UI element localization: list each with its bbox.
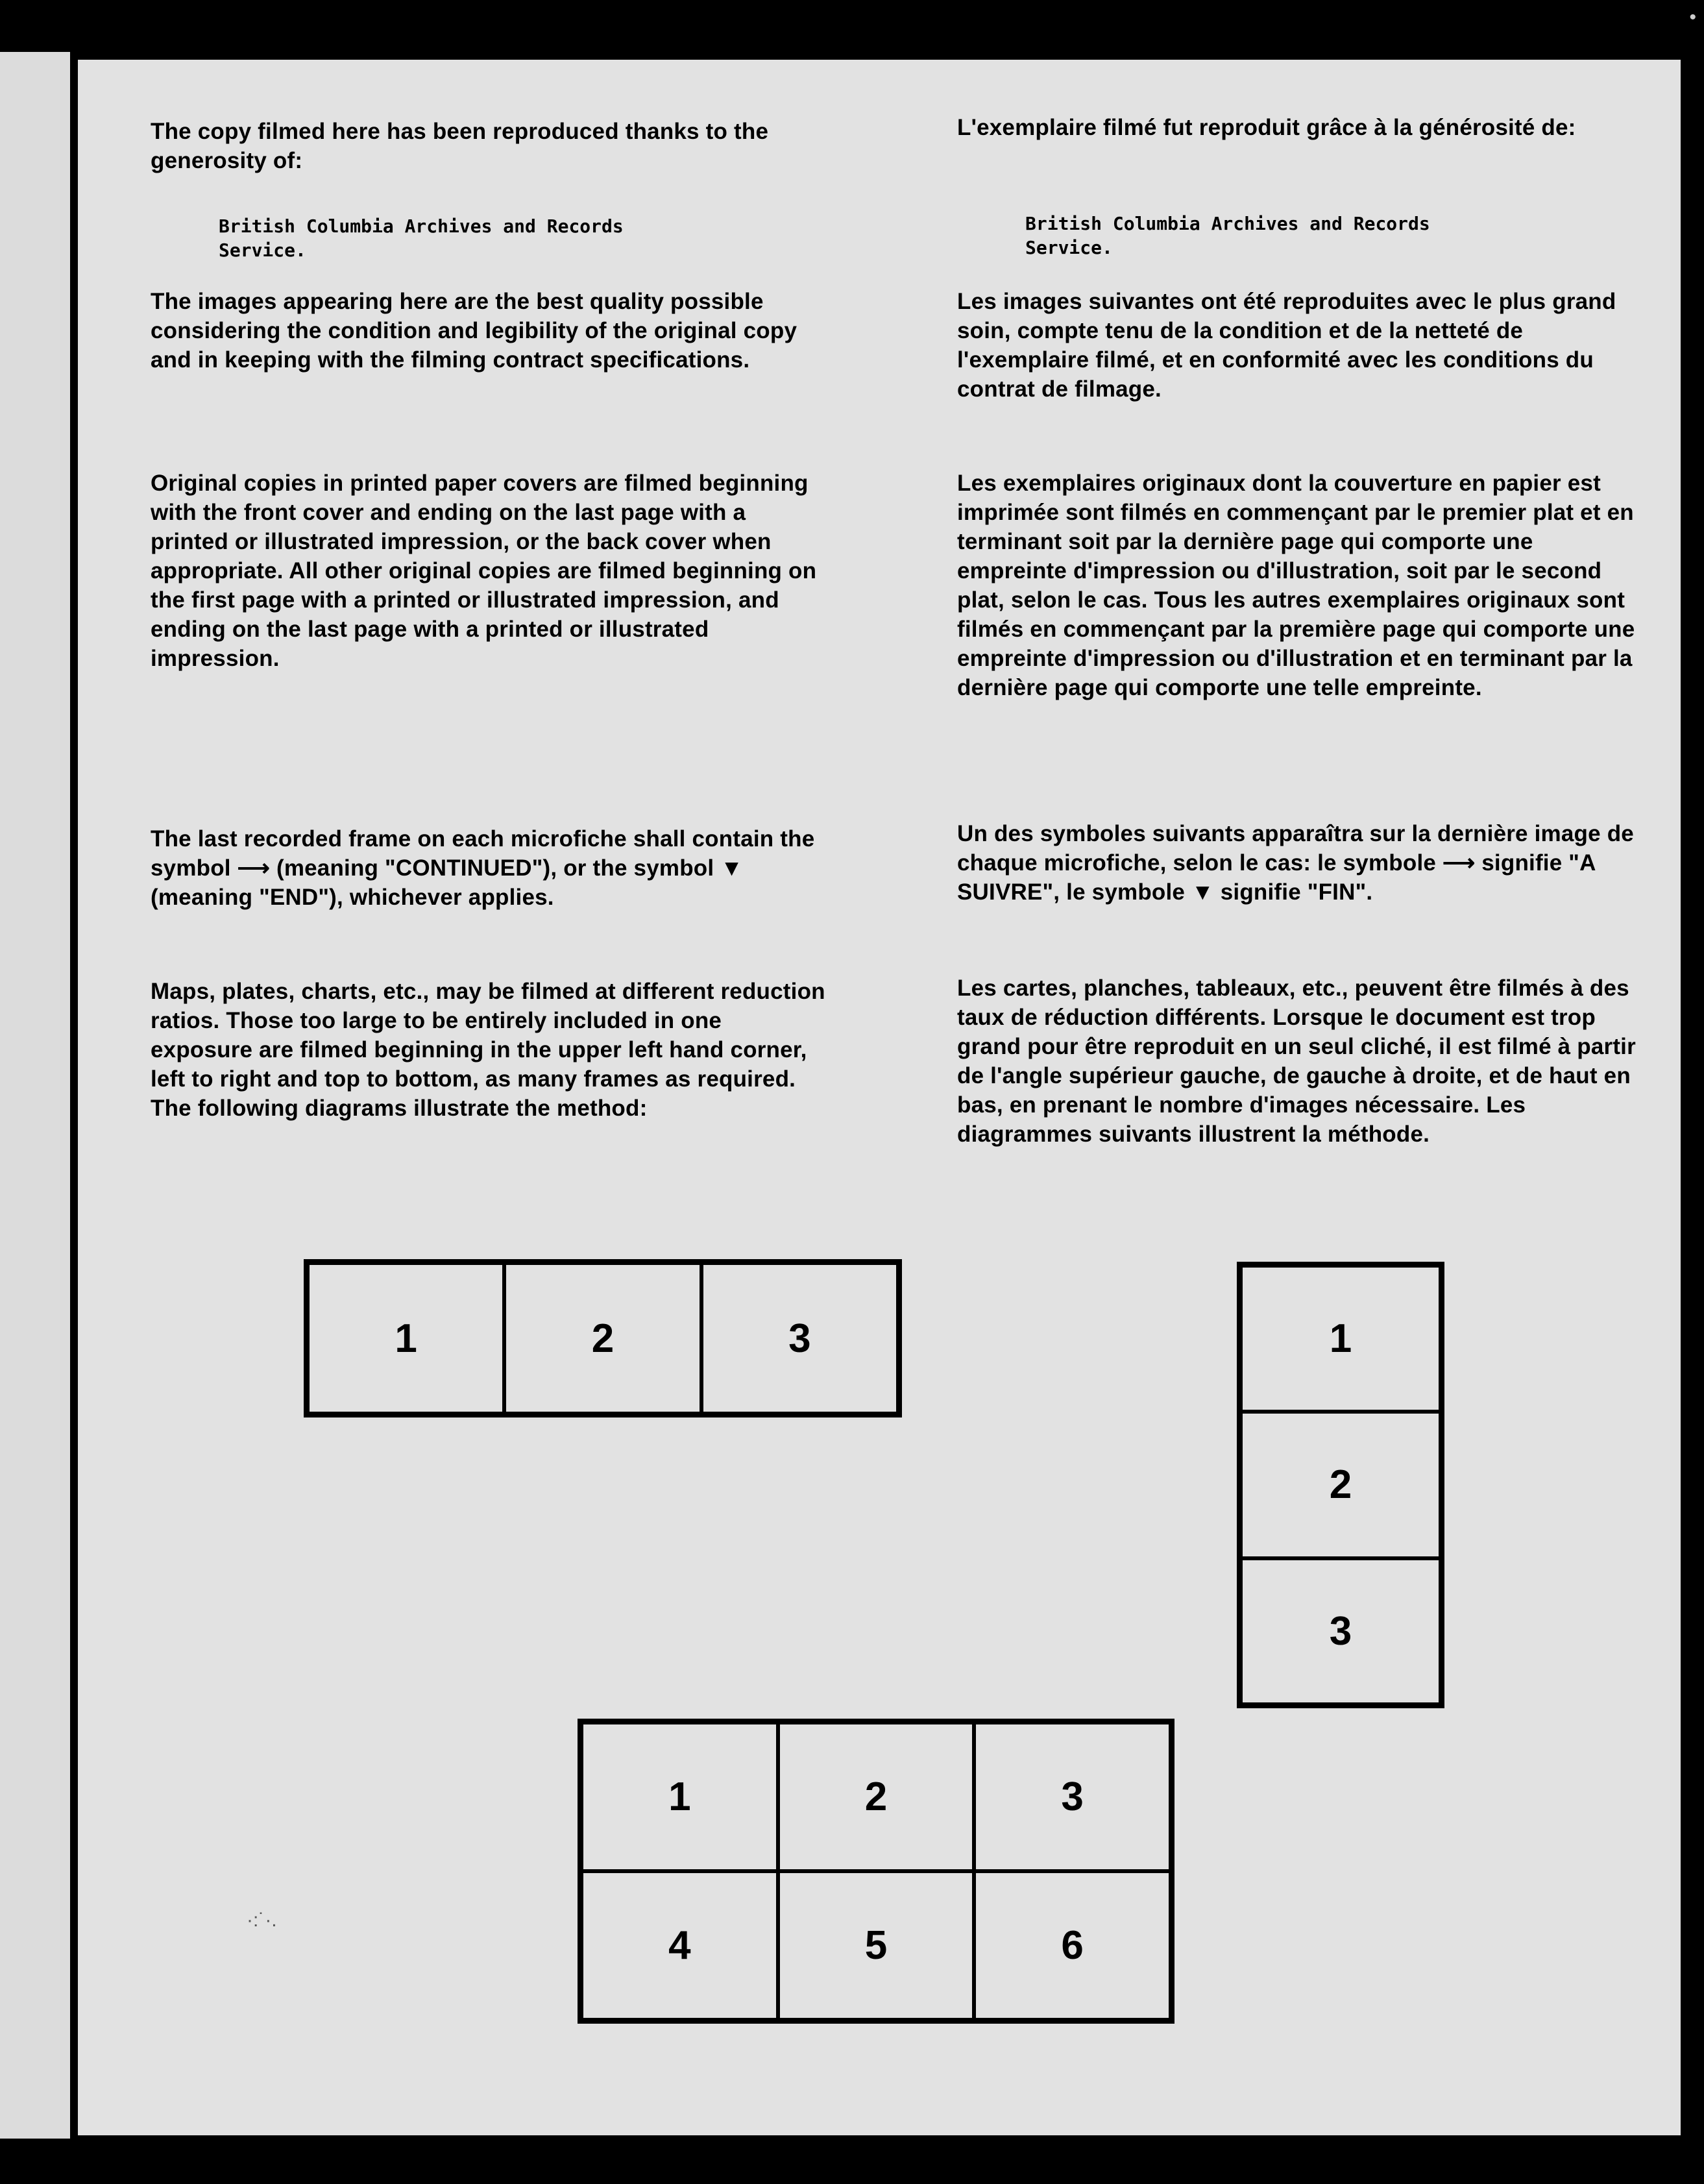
french-filming-order: Les exemplaires originaux dont la couverture en papier est imprimée sont filmés en commençant par le premier plat et en terminant soit par la dernière page qui comporte une empreinte d'impression ou d'illustration, soit par le second plat, selon le cas. Tous les autres exemplaires originaux sont filmés en commençant par la première page qui comporte une empreinte d'impression ou d'illustration et en terminant par la dernière page qui comporte une telle empreinte. (957, 471, 1635, 700)
french-symbols: Un des symboles suivants apparaîtra sur la dernière image de chaque microfiche, selon le cas: le symbole ⟶ signifie "A SUIVRE", le symbole ▼ signifie "FIN". (957, 821, 1634, 905)
french-image-quality: Les images suivantes ont été reproduites avec le plus grand soin, compte tenu de la condition et de la netteté de l'exemplaire filmé, et en conformité avec les conditions du contrat de filmage. (957, 289, 1616, 402)
french-maps-plates: Les cartes, planches, tableaux, etc., peuvent être filmés à des taux de réduction différents. Lorsque le document est trop grand pour être reproduit en un seul cliché, il est filmé à partir de l'angle supérieur gauche, de gauche à droite, et de haut en bas, en prenant le nombre d'images nécessaire. Les diagrammes suivants illustrent la méthode. (957, 975, 1636, 1147)
frame-6: 6 (974, 1871, 1171, 2020)
diagram-six-frame-grid (578, 1719, 1175, 2024)
diagram-vertical-three-frames (1237, 1262, 1444, 1708)
english-maps-plates: Maps, plates, charts, etc., may be filmed at different reduction ratios. Those too large to be entirely included in one exposure are filmed beginning in the upper left hand corner, left to right and top to bottom, as many frames as required. The following diagrams illustrate the method: (151, 979, 825, 1121)
english-filming-order: Original copies in printed paper covers are filmed beginning with the front cover and ending on the last page with a printed or illustrated impression, or the back cover when appropriate. All other original copies are filmed beginning on the first page with a printed or illustrated impression, and ending on the last page with a printed or illustrated impression. (151, 471, 817, 671)
frame-2: 2 (504, 1263, 701, 1414)
french-institution: British Columbia Archives and Records Service. (1025, 213, 1430, 258)
frame-1: 1 (581, 1723, 778, 1871)
frame-5: 5 (778, 1871, 975, 2020)
english-symbols: The last recorded frame on each microfiche shall contain the symbol ⟶ (meaning "CONTINUED"), or the symbol ▼ (meaning "END"), whichever applies. (151, 826, 815, 910)
frame-1: 1 (1241, 1266, 1441, 1412)
english-acknowledgement: The copy filmed here has been reproduced thanks to the generosity of: (151, 119, 769, 173)
frame-3: 3 (1241, 1558, 1441, 1704)
frame-2: 2 (778, 1723, 975, 1871)
adjacent-page-edge (0, 52, 70, 2139)
diagram-horizontal-three-frames (304, 1259, 902, 1417)
english-image-quality: The images appearing here are the best quality possible considering the condition and legibility of the original copy and in keeping with the filming contract specifications. (151, 289, 797, 373)
frame-1: 1 (308, 1263, 504, 1414)
document-page (78, 60, 1681, 2135)
scan-artifact: • (1689, 6, 1696, 28)
frame-2: 2 (1241, 1412, 1441, 1558)
french-acknowledgement: L'exemplaire filmé fut reproduit grâce à la générosité de: (957, 115, 1576, 140)
frame-3: 3 (701, 1263, 898, 1414)
frame-3: 3 (974, 1723, 1171, 1871)
paper-blemish: ·:˙·. (247, 1909, 277, 1931)
english-institution: British Columbia Archives and Records Service. (219, 215, 624, 261)
frame-4: 4 (581, 1871, 778, 2020)
